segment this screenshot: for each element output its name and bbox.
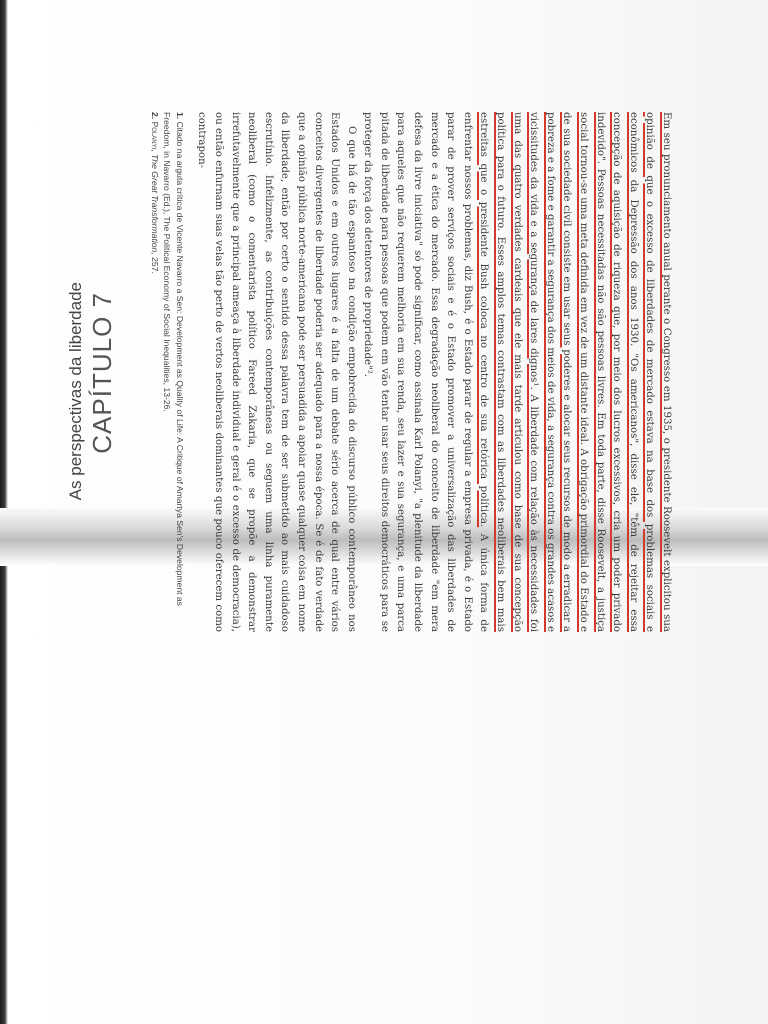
book-page — [64, 32, 704, 992]
chapter-label: CAPÍTULO 7 — [87, 292, 117, 454]
footnote-number: 2. — [149, 112, 160, 120]
paragraph-1-rest: A única forma de enfrentar nossos problemas, diz Bush, é o Estado parar de regular a empresa privada, é o Estado parar de prover serviços sociais e é o Estado promover a universalização das liberdades de mercado e a ética do mercado. Essa degradação neoliberal do conceito de liberdade "em mera defesa da livre iniciativa" só pode significar, como assinala Karl Polanyi, "a plenitude da liberdade para aqueles que não requerem melhoria em sua renda, seu lazer e sua segurança, e uma parca pitada de liberdade para pessoas que podem em vão tentar usar seus direitos democráticos para se proteger da força dos detentores de propriedade"². — [362, 112, 490, 632]
paragraph-2: O que há de tão espantoso na condição empobrecida do discurso público contemporâneo nos Estados Unidos e em outros lugares é a falta de um debate sério acerca de qual entre vários conceitos divergentes de liberdade poderia ser adequado para a nossa época. Se é de fato verdade que a opinião pública norte-americana pode ser persuadida a apoiar quase qualquer coisa em nome da liberdade, então por certo o sentido dessa palavra tem de ser submetido ao mais cuidadoso escrutínio. Infelizmente, as contribuições contemporâneas ou seguem uma linha puramente neoliberal (como o comentarista político Fareed Zakaria, que se propõe a demonstrar irrefutavelmente que a principal ameaça à liberdade individual e geral é o excesso de democracia), ou então enfurnam suas velas tão perto de vertos neoliberais dominantes que pouco oferecem como contrapon- — [196, 112, 357, 632]
highlighted-passage: Em seu pronunciamento anual perante o Congresso em 1935, o presidente Roosevelt explicitou sua opinião de que o excesso de liberdades de mercado estava na base dos problemas sociais e econômicos da Depressão dos anos 1930. "Os americanos", disse ele, "têm de rejeitar essa concepção de aquisição de riqueza que, por meio dos lucros excessivos, cria um poder privado indevido". Pessoas necessitadas não são pessoas livres. Em toda parte, disse Roosevelt, a justiça social tornou-se uma meta definida em vez de um distante ideal. A obrigação primordial do Estado e de sua sociedade civil consiste em usar seus poderes e alocar seus recursos de modo a erradicar a pobreza e a fome e garantir a segurança dos meios de vida, a segurança contra os grandes acasos e vicissitudes da vida e a segurança de lares dignos¹. A liberdade com relação às necessidades foi uma das quatro verdades cardeais que ele mais tarde articulou como base de sua concepção política para o futuro. Esses amplos temas contrastam com as liberdades neoliberais bem mais estreitas que o presidente Bush coloca no centro de sua retórica política. — [478, 112, 672, 632]
footnote-1 — [161, 112, 186, 632]
footnotes — [148, 112, 186, 632]
footnote-author: Polanyi, — [149, 121, 160, 152]
running-title: As perspectivas da liberdade — [66, 282, 85, 501]
paragraph-1 — [359, 112, 674, 632]
footnote-2 — [148, 112, 161, 632]
footnote-page: 257. — [149, 257, 160, 274]
footnote-number: 1. — [175, 112, 185, 120]
footnote-title: The Great Transformation, — [149, 154, 160, 255]
body-text — [193, 112, 674, 632]
footnote-text: Citado na arguta crítica de Vicente Navarro a Sen: Development as Quality of Life: A Critique of Amartya Sen's Development as Freedom, in Navarro (Ed.), The Political Economy of Social Inequalities, 13-26. — [162, 112, 185, 606]
